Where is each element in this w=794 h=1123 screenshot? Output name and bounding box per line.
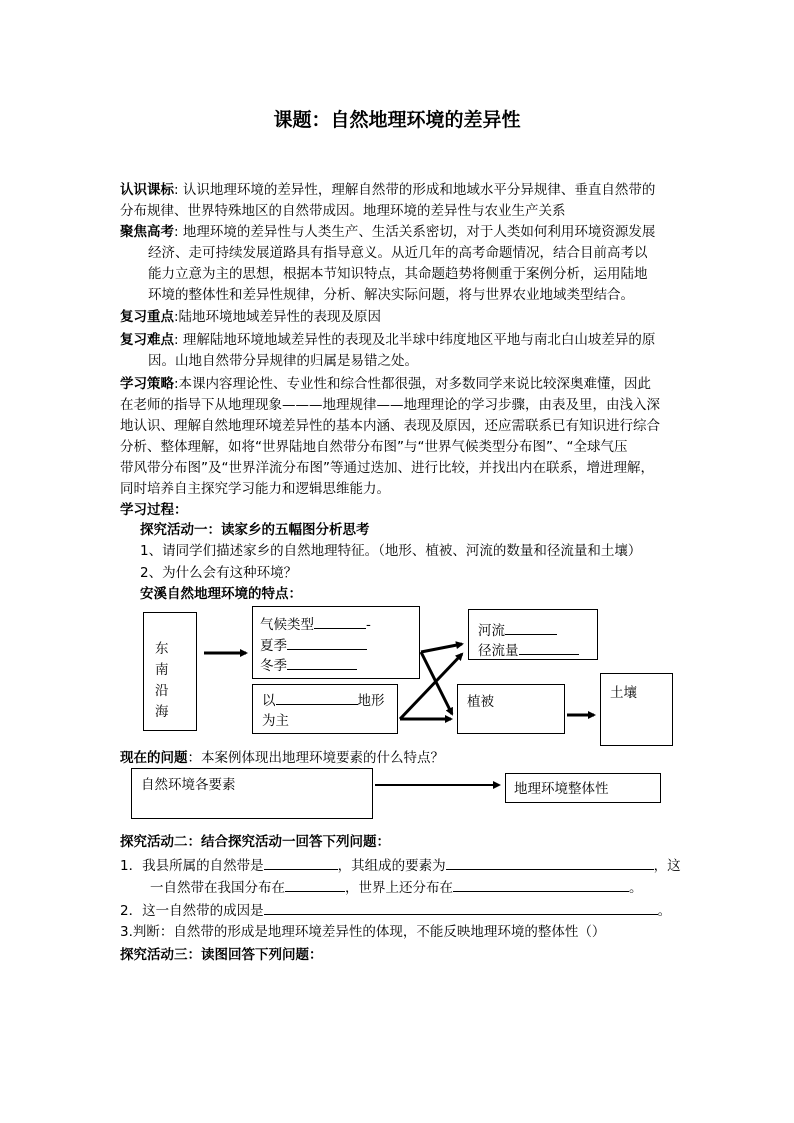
act2-q1-e: ，世界上还分布在 xyxy=(345,880,453,896)
act2-q3: 3.判断：自然带的形成是地理环境差异性的体现，不能反映地理环境的整体性（） xyxy=(120,924,606,940)
region-char-2: 南 xyxy=(155,662,169,678)
components-blank[interactable] xyxy=(446,855,654,870)
celue-line-3: 地认识、理解自然地理环境差异性的基本内涵、表现及原因，还应需联系已有知识进行综合 xyxy=(120,418,660,434)
renshi-text-1: : 认识地理环境的差异性，理解自然带的形成和地域水平分异规律、垂直自然带的 xyxy=(174,182,656,198)
renshi-line-2: 分布规律、世界特殊地区的自然带成因。地理环境的差异性与农业生产关系 xyxy=(120,203,566,219)
climate-type-label: 气候类型 xyxy=(260,617,314,633)
page-title: 课题：自然地理环境的差异性 xyxy=(273,109,521,131)
question-label: 现在的问题 xyxy=(120,750,188,766)
soil-label: 土壤 xyxy=(610,685,637,701)
question-text: ：本案例体现出地理环境要素的什么特点？ xyxy=(187,750,444,766)
jujiao-line-4: 环境的整体性和差异性规律，分析、解决实际问题，将与世界农业地域类型结合。 xyxy=(148,287,634,303)
act1-q2: 2、为什么会有这种环境？ xyxy=(140,565,298,581)
act2-title: 探究活动二：结合探究活动一回答下列问题： xyxy=(120,834,390,850)
elements-label: 自然环境各要素 xyxy=(141,777,236,793)
elements-box xyxy=(131,768,373,819)
act2-q1-line2 xyxy=(150,877,643,898)
terrain-suffix: 地形 xyxy=(357,693,385,709)
act2-q2-b: 。 xyxy=(657,903,672,919)
runoff-label: 径流量 xyxy=(478,643,519,659)
terrain-main: 为主 xyxy=(262,713,289,729)
act1-feature-label: 安溪自然地理环境的特点： xyxy=(140,586,302,602)
arrow-climate-to-vegetation xyxy=(421,652,452,714)
world-distribution-blank[interactable] xyxy=(453,877,629,892)
jujiao-text-1: : 地理环境的差异性与人类生产、生活关系密切，对于人类如何利用环境资源发展 xyxy=(174,224,656,240)
act2-q1-d: 一自然带在我国分布在 xyxy=(150,880,285,896)
celue-label: 学习策略 xyxy=(120,376,174,392)
cause-blank[interactable] xyxy=(264,900,658,915)
nandian-label: 复习难点 xyxy=(120,332,174,348)
act1-title: 探究活动一：读家乡的五幅图分析思考 xyxy=(140,522,370,538)
terrain-prefix: 以 xyxy=(262,693,276,709)
celue-line-5: 带风带分布图”及“世界洋流分布图”等通过迭加、进行比较，并找出内在联系，增进理解， xyxy=(120,460,654,476)
nandian-line-2: 因。山地自然带分异规律的归属是易错之处。 xyxy=(148,353,418,369)
region-char-1: 东 xyxy=(155,641,169,657)
integrity-label: 地理环境整体性 xyxy=(514,781,609,797)
celue-line-6: 同时培养自主探究学习能力和逻辑思维能力。 xyxy=(120,481,390,497)
arrow-terrain-to-river xyxy=(400,654,462,719)
zhongdian-text: :陆地环境地域差异性的表现及原因 xyxy=(174,309,382,325)
china-distribution-blank[interactable] xyxy=(285,877,345,892)
celue-line-2: 在老师的指导下从地理现象———地理规律——地理理论的学习步骤，由表及里，由浅入深 xyxy=(120,397,660,413)
act2-q1-line1 xyxy=(120,855,681,876)
act2-q1-a: 1．我县所属的自然带是 xyxy=(120,858,264,874)
act2-q1-f: 。 xyxy=(629,880,643,896)
renshi-label: 认识课标 xyxy=(120,182,174,198)
zhongdian-label: 复习重点 xyxy=(120,309,174,325)
river-label: 河流 xyxy=(478,623,505,639)
act2-q2-a: 2．这一自然带的成因是 xyxy=(120,903,264,919)
jujiao-label: 聚焦高考 xyxy=(120,224,174,240)
act3-title: 探究活动三：读图回答下列问题： xyxy=(120,947,323,963)
climate-dash: - xyxy=(366,617,371,633)
jujiao-line-2: 经济、走可持续发展道路具有指导意义。从近几年的高考命题情况，结合目前高考以 xyxy=(148,245,648,261)
vegetation-label: 植被 xyxy=(467,694,494,710)
region-char-3: 沿 xyxy=(155,683,169,699)
act2-q2-line xyxy=(120,900,671,921)
celue-line-4: 分析、整体理解，如将“世界陆地自然带分布图”与“世界气候类型分布图”、“全球气压 xyxy=(120,439,628,455)
region-char-4: 海 xyxy=(155,704,169,720)
arrow-climate-to-river xyxy=(421,644,462,652)
process-label: 学习过程： xyxy=(120,502,188,518)
question-line xyxy=(120,748,444,768)
winter-label: 冬季 xyxy=(260,658,287,674)
act1-q1: 1、请同学们描述家乡的自然地理特征。（地形、植被、河流的数量和径流量和土壤） xyxy=(140,543,642,559)
act2-q1-b: ，其组成的要素为 xyxy=(337,858,446,874)
summer-label: 夏季 xyxy=(260,638,287,654)
zone-blank[interactable] xyxy=(264,855,338,870)
jujiao-line-3: 能力立意为主的思想，根据本节知识特点，其命题趋势将侧重于案例分析，运用陆地 xyxy=(148,266,648,282)
celue-text-1: :本课内容理论性、专业性和综合性都很强，对多数同学来说比较深奥难懂，因此 xyxy=(174,376,652,392)
nandian-text-1: : 理解陆地环境地域差异性的表现及北半球中纬度地区平地与南北白山坡差异的原 xyxy=(174,332,656,348)
act2-q1-c: ，这 xyxy=(653,858,681,874)
integrity-box xyxy=(505,773,661,803)
